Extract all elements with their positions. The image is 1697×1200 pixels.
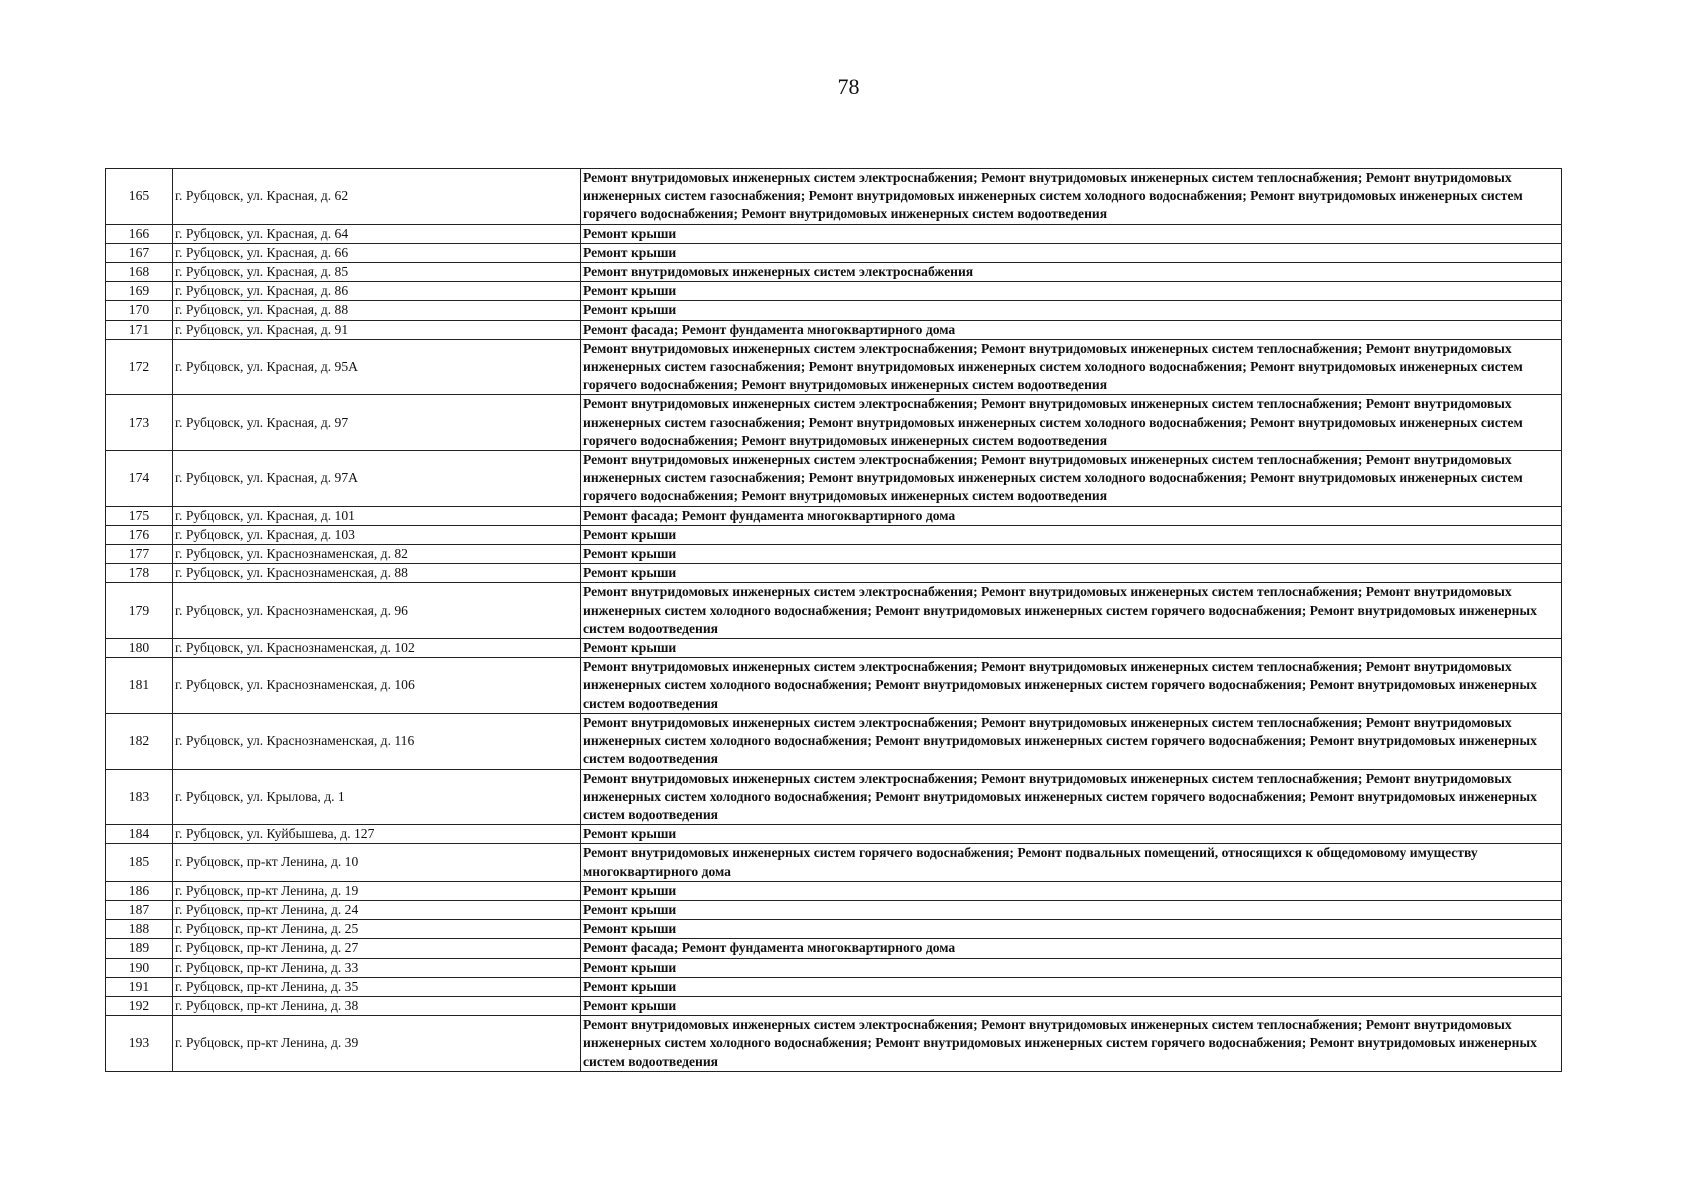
row-number-cell: 189 [106, 939, 173, 958]
works-cell: Ремонт крыши [581, 958, 1562, 977]
address-cell: г. Рубцовск, ул. Красная, д. 66 [173, 243, 581, 262]
address-cell: г. Рубцовск, ул. Красная, д. 103 [173, 525, 581, 544]
table-row [106, 564, 1562, 583]
row-number-cell: 186 [106, 881, 173, 900]
works-cell: Ремонт крыши [581, 301, 1562, 320]
table-row [106, 920, 1562, 939]
table-row [106, 939, 1562, 958]
works-cell: Ремонт фасада; Ремонт фундамента многоквартирного дома [581, 939, 1562, 958]
works-cell: Ремонт крыши [581, 639, 1562, 658]
works-cell: Ремонт внутридомовых инженерных систем электроснабжения; Ремонт внутридомовых инженерных систем теплоснабжения; Ремонт внутридомовых инженерных систем холодного водоснабжения; Ремонт внутридомовых инженерных систем горячего водоснабжения; Ремонт внутридомовых инженерных систем водоотведения [581, 1016, 1562, 1072]
address-cell: г. Рубцовск, ул. Краснознаменская, д. 82 [173, 545, 581, 564]
address-cell: г. Рубцовск, пр-кт Ленина, д. 10 [173, 844, 581, 881]
address-cell: г. Рубцовск, ул. Краснознаменская, д. 116 [173, 713, 581, 769]
table-row [106, 825, 1562, 844]
address-cell: г. Рубцовск, ул. Красная, д. 97А [173, 451, 581, 507]
table-body [106, 169, 1562, 1072]
row-number-cell: 193 [106, 1016, 173, 1072]
table-row [106, 525, 1562, 544]
works-cell: Ремонт крыши [581, 900, 1562, 919]
row-number-cell: 166 [106, 224, 173, 243]
address-cell: г. Рубцовск, пр-кт Ленина, д. 25 [173, 920, 581, 939]
row-number-cell: 187 [106, 900, 173, 919]
works-cell: Ремонт внутридомовых инженерных систем электроснабжения; Ремонт внутридомовых инженерных систем теплоснабжения; Ремонт внутридомовых инженерных систем газоснабжения; Ремонт внутридомовых инженерных систем холодного водоснабжения; Ремонт внутридомовых инженерных систем горячего водоснабжения; Ремонт внутридомовых инженерных систем водоотведения [581, 395, 1562, 451]
row-number-cell: 175 [106, 506, 173, 525]
works-cell: Ремонт крыши [581, 881, 1562, 900]
works-cell: Ремонт внутридомовых инженерных систем электроснабжения [581, 263, 1562, 282]
table-row [106, 713, 1562, 769]
table-row [106, 1016, 1562, 1072]
table-row [106, 395, 1562, 451]
works-cell: Ремонт внутридомовых инженерных систем электроснабжения; Ремонт внутридомовых инженерных систем теплоснабжения; Ремонт внутридомовых инженерных систем холодного водоснабжения; Ремонт внутридомовых инженерных систем горячего водоснабжения; Ремонт внутридомовых инженерных систем водоотведения [581, 583, 1562, 639]
address-cell: г. Рубцовск, пр-кт Ленина, д. 33 [173, 958, 581, 977]
address-cell: г. Рубцовск, ул. Красная, д. 85 [173, 263, 581, 282]
table-row [106, 658, 1562, 714]
row-number-cell: 190 [106, 958, 173, 977]
address-cell: г. Рубцовск, ул. Краснознаменская, д. 102 [173, 639, 581, 658]
address-cell: г. Рубцовск, ул. Красная, д. 97 [173, 395, 581, 451]
row-number-cell: 169 [106, 282, 173, 301]
works-cell: Ремонт крыши [581, 282, 1562, 301]
row-number-cell: 167 [106, 243, 173, 262]
repair-works-table [105, 168, 1562, 1072]
row-number-cell: 178 [106, 564, 173, 583]
address-cell: г. Рубцовск, пр-кт Ленина, д. 38 [173, 996, 581, 1015]
address-cell: г. Рубцовск, пр-кт Ленина, д. 19 [173, 881, 581, 900]
works-cell: Ремонт крыши [581, 243, 1562, 262]
works-cell: Ремонт крыши [581, 525, 1562, 544]
row-number-cell: 168 [106, 263, 173, 282]
table-row [106, 224, 1562, 243]
table-row [106, 506, 1562, 525]
row-number-cell: 182 [106, 713, 173, 769]
works-cell: Ремонт внутридомовых инженерных систем горячего водоснабжения; Ремонт подвальных помещений, относящихся к общедомовому имуществу многоквартирного дома [581, 844, 1562, 881]
address-cell: г. Рубцовск, ул. Краснознаменская, д. 88 [173, 564, 581, 583]
table-row [106, 639, 1562, 658]
row-number-cell: 171 [106, 320, 173, 339]
works-cell: Ремонт фасада; Ремонт фундамента многоквартирного дома [581, 320, 1562, 339]
works-cell: Ремонт внутридомовых инженерных систем электроснабжения; Ремонт внутридомовых инженерных систем теплоснабжения; Ремонт внутридомовых инженерных систем газоснабжения; Ремонт внутридомовых инженерных систем холодного водоснабжения; Ремонт внутридомовых инженерных систем горячего водоснабжения; Ремонт внутридомовых инженерных систем водоотведения [581, 339, 1562, 395]
works-cell: Ремонт внутридомовых инженерных систем электроснабжения; Ремонт внутридомовых инженерных систем теплоснабжения; Ремонт внутридомовых инженерных систем газоснабжения; Ремонт внутридомовых инженерных систем холодного водоснабжения; Ремонт внутридомовых инженерных систем горячего водоснабжения; Ремонт внутридомовых инженерных систем водоотведения [581, 169, 1562, 225]
row-number-cell: 184 [106, 825, 173, 844]
table-row [106, 169, 1562, 225]
table-row [106, 282, 1562, 301]
table-row [106, 958, 1562, 977]
table-row [106, 977, 1562, 996]
table-row [106, 900, 1562, 919]
works-cell: Ремонт крыши [581, 996, 1562, 1015]
table-row [106, 844, 1562, 881]
address-cell: г. Рубцовск, ул. Красная, д. 62 [173, 169, 581, 225]
address-cell: г. Рубцовск, ул. Краснознаменская, д. 96 [173, 583, 581, 639]
table-row [106, 320, 1562, 339]
table-row [106, 451, 1562, 507]
works-cell: Ремонт крыши [581, 224, 1562, 243]
address-cell: г. Рубцовск, пр-кт Ленина, д. 24 [173, 900, 581, 919]
works-cell: Ремонт крыши [581, 825, 1562, 844]
table-row [106, 881, 1562, 900]
row-number-cell: 165 [106, 169, 173, 225]
row-number-cell: 174 [106, 451, 173, 507]
address-cell: г. Рубцовск, ул. Краснознаменская, д. 106 [173, 658, 581, 714]
address-cell: г. Рубцовск, ул. Красная, д. 101 [173, 506, 581, 525]
table-row [106, 243, 1562, 262]
works-cell: Ремонт внутридомовых инженерных систем электроснабжения; Ремонт внутридомовых инженерных систем теплоснабжения; Ремонт внутридомовых инженерных систем холодного водоснабжения; Ремонт внутридомовых инженерных систем горячего водоснабжения; Ремонт внутридомовых инженерных систем водоотведения [581, 713, 1562, 769]
address-cell: г. Рубцовск, ул. Красная, д. 88 [173, 301, 581, 320]
row-number-cell: 185 [106, 844, 173, 881]
works-cell: Ремонт крыши [581, 920, 1562, 939]
row-number-cell: 170 [106, 301, 173, 320]
page-number: 78 [837, 74, 860, 99]
works-cell: Ремонт крыши [581, 564, 1562, 583]
row-number-cell: 176 [106, 525, 173, 544]
table-row [106, 301, 1562, 320]
row-number-cell: 179 [106, 583, 173, 639]
row-number-cell: 188 [106, 920, 173, 939]
address-cell: г. Рубцовск, ул. Красная, д. 95А [173, 339, 581, 395]
table-row [106, 263, 1562, 282]
works-cell: Ремонт внутридомовых инженерных систем электроснабжения; Ремонт внутридомовых инженерных систем теплоснабжения; Ремонт внутридомовых инженерных систем холодного водоснабжения; Ремонт внутридомовых инженерных систем горячего водоснабжения; Ремонт внутридомовых инженерных систем водоотведения [581, 658, 1562, 714]
address-cell: г. Рубцовск, ул. Красная, д. 64 [173, 224, 581, 243]
works-cell: Ремонт внутридомовых инженерных систем электроснабжения; Ремонт внутридомовых инженерных систем теплоснабжения; Ремонт внутридомовых инженерных систем холодного водоснабжения; Ремонт внутридомовых инженерных систем горячего водоснабжения; Ремонт внутридомовых инженерных систем водоотведения [581, 769, 1562, 825]
works-cell: Ремонт внутридомовых инженерных систем электроснабжения; Ремонт внутридомовых инженерных систем теплоснабжения; Ремонт внутридомовых инженерных систем газоснабжения; Ремонт внутридомовых инженерных систем холодного водоснабжения; Ремонт внутридомовых инженерных систем горячего водоснабжения; Ремонт внутридомовых инженерных систем водоотведения [581, 451, 1562, 507]
row-number-cell: 177 [106, 545, 173, 564]
address-cell: г. Рубцовск, пр-кт Ленина, д. 35 [173, 977, 581, 996]
row-number-cell: 183 [106, 769, 173, 825]
table-row [106, 545, 1562, 564]
table-row [106, 339, 1562, 395]
address-cell: г. Рубцовск, пр-кт Ленина, д. 27 [173, 939, 581, 958]
address-cell: г. Рубцовск, ул. Красная, д. 86 [173, 282, 581, 301]
row-number-cell: 181 [106, 658, 173, 714]
table-row [106, 996, 1562, 1015]
table-row [106, 769, 1562, 825]
row-number-cell: 172 [106, 339, 173, 395]
works-cell: Ремонт фасада; Ремонт фундамента многоквартирного дома [581, 506, 1562, 525]
row-number-cell: 173 [106, 395, 173, 451]
works-cell: Ремонт крыши [581, 545, 1562, 564]
works-cell: Ремонт крыши [581, 977, 1562, 996]
address-cell: г. Рубцовск, ул. Куйбышева, д. 127 [173, 825, 581, 844]
row-number-cell: 192 [106, 996, 173, 1015]
table-row [106, 583, 1562, 639]
row-number-cell: 180 [106, 639, 173, 658]
row-number-cell: 191 [106, 977, 173, 996]
address-cell: г. Рубцовск, ул. Крылова, д. 1 [173, 769, 581, 825]
address-cell: г. Рубцовск, ул. Красная, д. 91 [173, 320, 581, 339]
address-cell: г. Рубцовск, пр-кт Ленина, д. 39 [173, 1016, 581, 1072]
